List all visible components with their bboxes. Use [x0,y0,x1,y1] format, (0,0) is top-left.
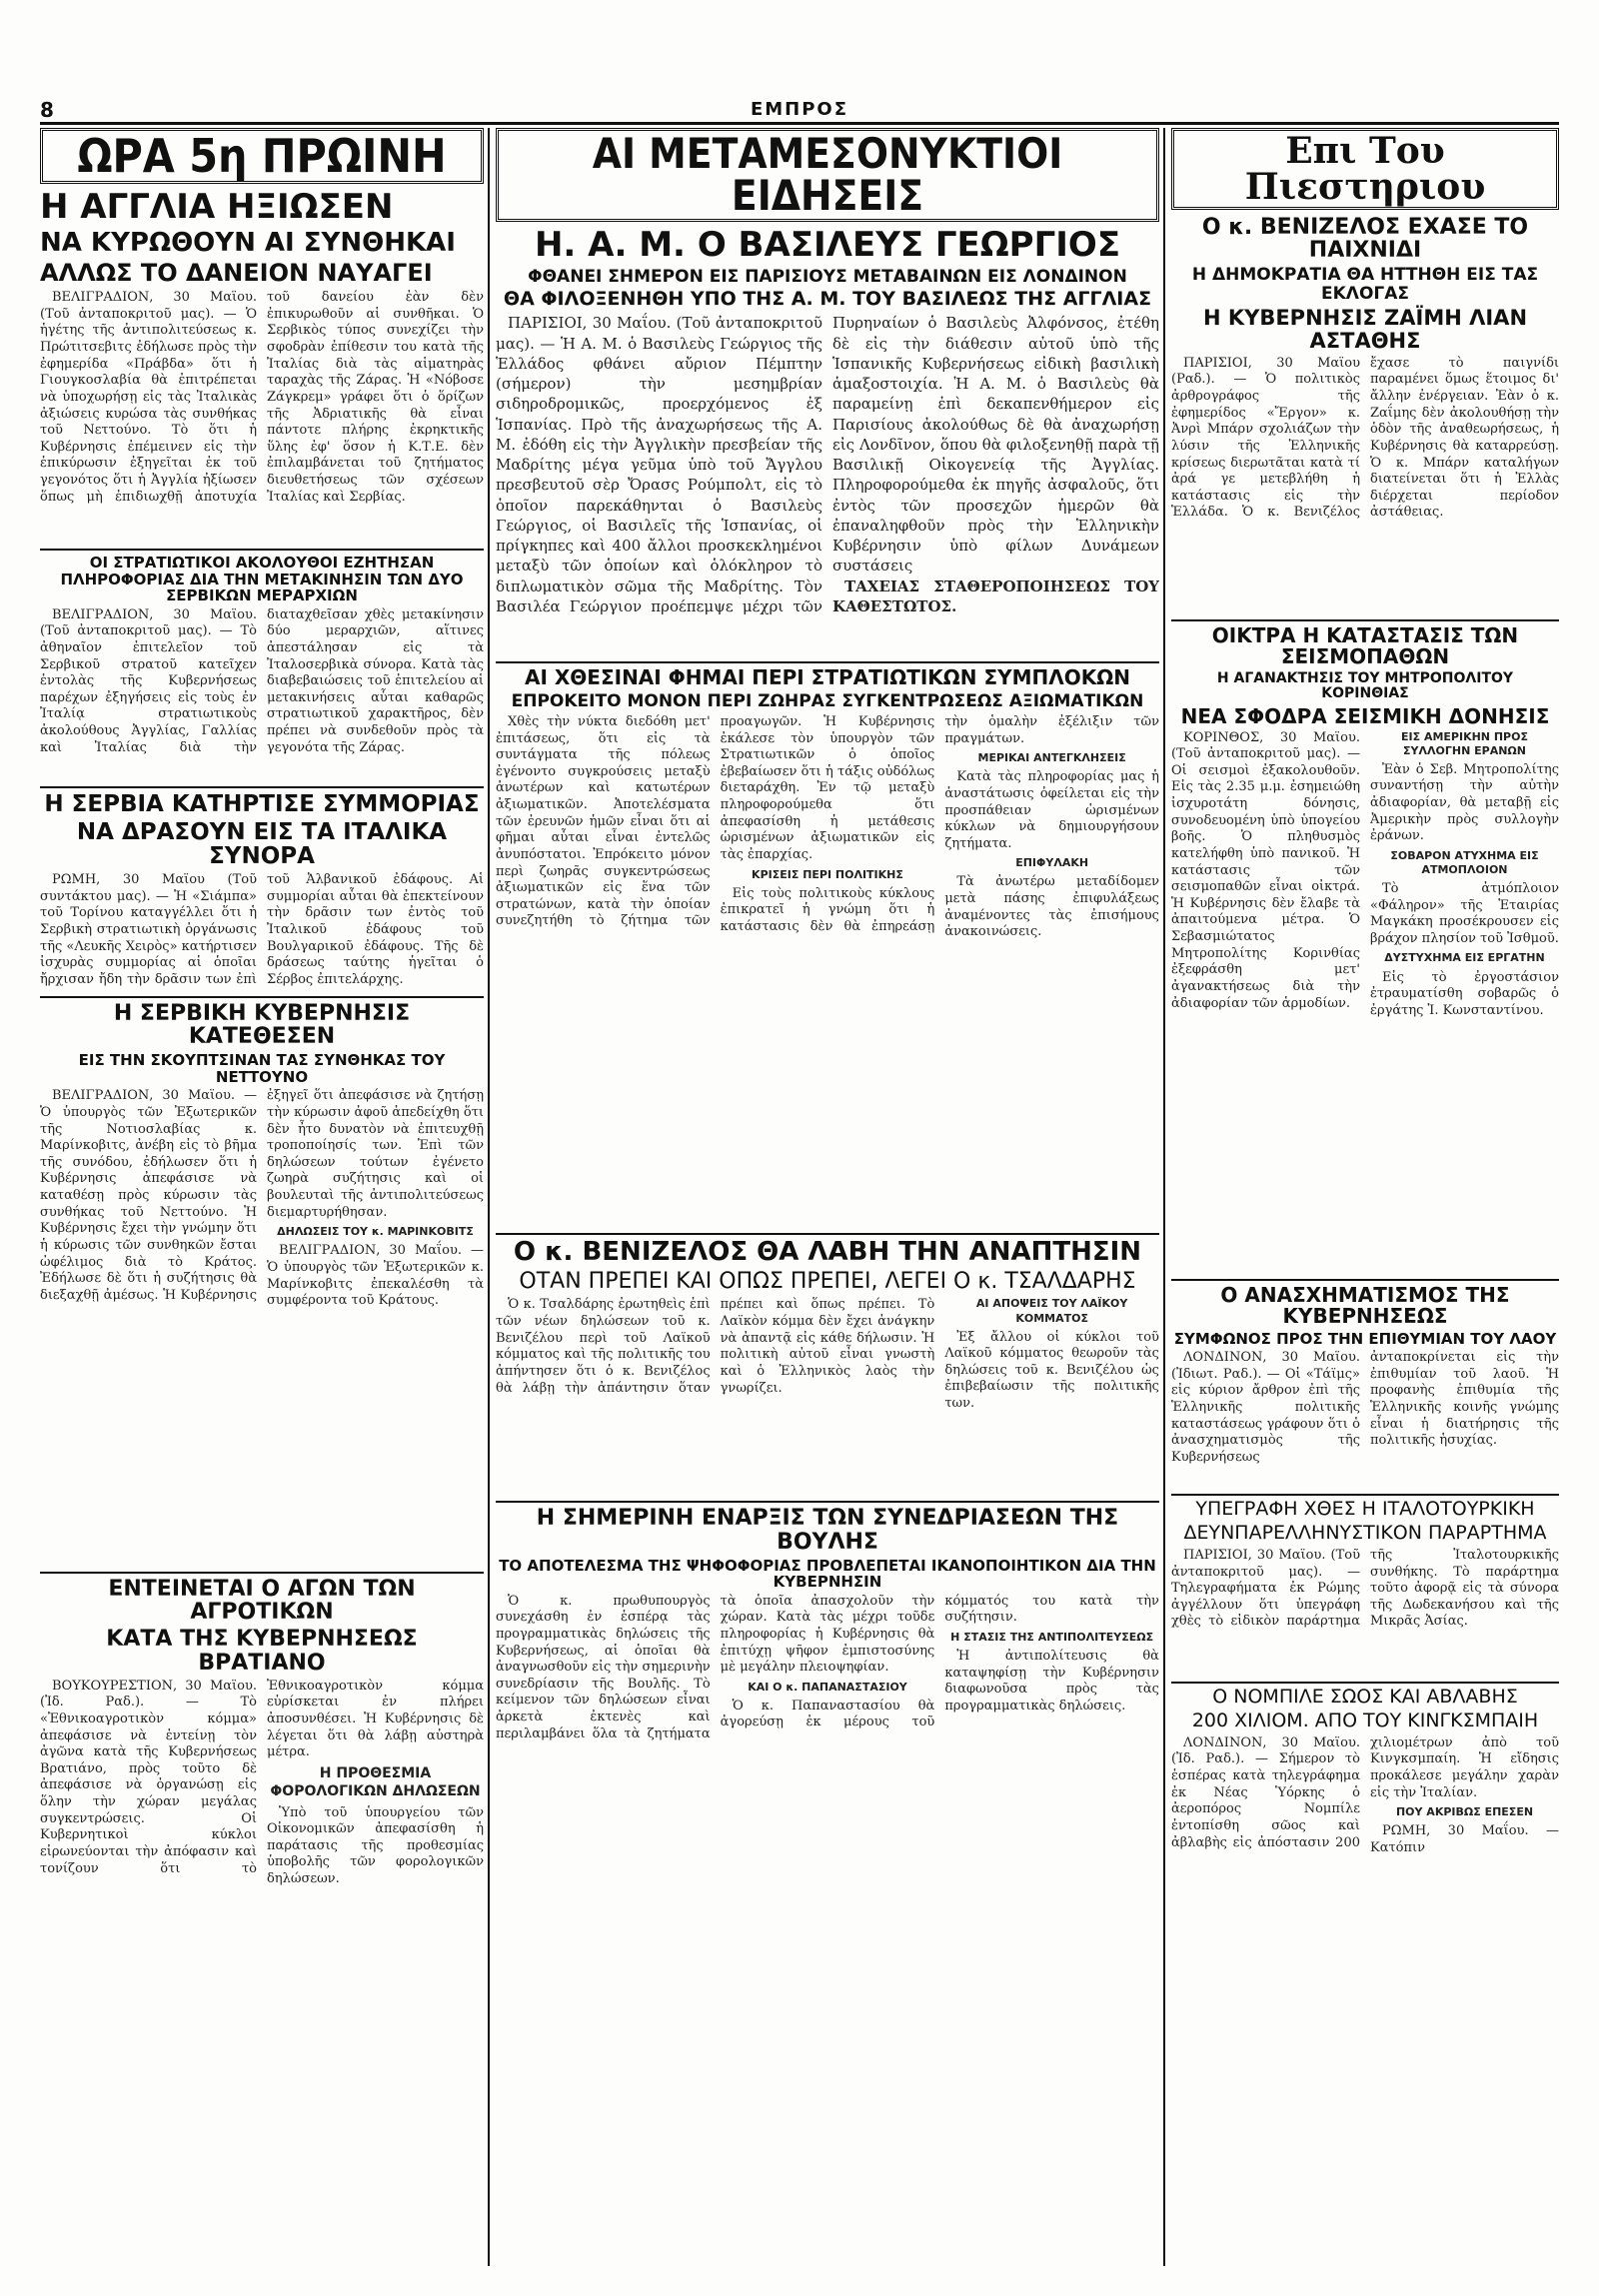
article-2-body [40,607,484,782]
headline-nobile-a: Ο ΝΟΜΠΙΛΕ ΣΩΟΣ ΚΑΙ ΑΒΛΑΒΗΣ [1212,1685,1518,1708]
italoturkish-body [1171,1548,1559,1678]
column-right [1171,128,1559,1895]
skirmishes-body [496,714,1159,1229]
venizelos-reply-body [496,1297,1159,1497]
venizelos-lost-text: ΠΑΡΙΣΙΟΙ, 30 Μαΐου (Ραδ.). — Ὁ πολιτικὸς ἀρθρογράφος τῆς ἐφημερίδος «Ἔργον» κ. Ἀνρὶ Μπάρν σχολιάζων τὴν λύσιν τῆς Ἑλληνικῆς κρίσεως διερωτᾶται κατὰ τί ἀρά γε μετεβλήθη ἡ κατάστασις εἰς τὴν Ἑλλάδα. Ὁ κ. Βενιζέλος ἔχασε τὸ παιγνίδι παραμένει ὅμως ἕτοιμος δι' ἄλλην ἐνέργειαν. Ἐὰν ὁ κ. Ζαΐμης δὲν ἀκολουθήσῃ τὴν ὁδὸν τῆς ἀναθεωρήσεως, ἡ Κυβέρνησις θὰ καταρρεύσῃ. Ὁ κ. Μπάρν καταλήγων διατείνεται ὅτι ἡ Ἑλλὰς διέρχεται περίοδον ἀστάθειας. [1171,355,1559,521]
subhead-earthquake-1: Η ΑΓΑΝΑΚΤΗΣΙΣ ΤΟΥ ΜΗΤΡΟΠΟΛΙΤΟΥ ΚΟΡΙΝΘΙΑΣ [1216,669,1514,702]
article-5-body [40,1679,484,2058]
section-box-stop-press: Επι Του Πιεστηριου [1171,128,1559,210]
headline-skirmishes: ΑΙ ΧΘΕΣΙΝΑΙ ΦΗΜΑΙ ΠΕΡΙ ΣΤΡΑΤΙΩΤΙΚΩΝ ΣΥΜΠΛΟΚΩΝ [525,665,1130,690]
lead-text: ΠΑΡΙΣΙΟΙ, 30 Μαΐου. (Τοῦ ἀνταποκριτοῦ μας). — Ἡ Α. Μ. ὁ Βασιλεὺς Γεώργιος τῆς Ἑλλάδος φθάνει αὔριον Πέμπτην (σήμερον) τὴν μεσημβρίαν σιδηροδρομικῶς, προερχόμενος ἐξ Ἱσπανίας. Πρὸ τῆς ἀναχωρήσεως τῆς Α. Μ. ἐδόθη εἰς τὴν Ἀγγλικὴν πρεσβείαν τῆς Μαδρίτης μέγα γεῦμα ὑπὸ τοῦ Ἄγγλου πρεσβευτοῦ σὲρ Ὄρασς Ρούμπολτ, εἰς τὸ ὁποῖον παρεκάθηνται ὁ Βασιλεὺς Γεώργιος, οἱ Βασιλεῖς τῆς Ἱσπανίας, οἱ πρίγκηπες καὶ 400 ἄλλοι προσκεκλημένοι μεταξὺ τῶν ὁποίων καὶ ὁλόκληρον τὸ διπλωματικὸν σῶμα τῆς Μαδρίτης. Τὸν Βασιλέα Γεώργιον προέπεμψε μέχρι τῶν Πυρηναίων ὁ Βασιλεὺς Ἀλφόνσος, ἐτέθη δὲ εἰς τὴν διάθεσιν αὐτοῦ ὑπὸ τῆς Ἱσπανικῆς Κυβερνήσεως εἰδικὴ βασιλικὴ ἁμαξοστοιχία. Ἡ Α. Μ. ὁ Βασιλεὺς θὰ παραμείνῃ ἐπὶ δεκαπενθήμερον εἰς Παρισίους ἀκολούθως δὲ θὰ ἀναχωρήσῃ εἰς Λονδῖνον, ὅπου θὰ φιλοξενηθῇ παρὰ τῇ Βασιλικῇ Οἰκογενείᾳ τῆς Ἀγγλίας. Πληροφορούμεθα ἐκ πηγῆς ἀσφαλοῦς, ὅτι ἐντὸς τῶν προσεχῶν ἡμερῶν θὰ ἐπαναληφθοῦν πρὸς τὴν Ἑλληνικὴν Κυβέρνησιν ὑπὸ φίλων Δυνάμεων συστάσεις [496,314,1159,615]
skirmishes-text: Χθὲς τὴν νύκτα διεδόθη μετ' ἐπιτάσεως, ὅτι εἰς τὰ συντάγματα τῆς πόλεως ἐγένοντο συγκρούσεις μεταξὺ ἀνωτέρων καὶ κατωτέρων ἀξιωματικῶν. Ἀποτελέσματα τῶν ἐρευνῶν ἡμῶν εἶναι ὅτι αἱ φῆμαι αὗται εἶναι ἐντελῶς ἀνυπόστατοι. Ἐπρόκειτο μόνον περὶ ζωηρᾶς συγκεντρώσεως ἀξιωματικῶν εἰς ἕνα τῶν στρατώνων, κατὰ τὴν ὁποίαν συνεζητήθη τὸ ζήτημα τῶν προαγωγῶν. Ἡ Κυβέρνησις ἐκάλεσε τὸν ὑπουργὸν τῶν Στρατιωτικῶν ὁ ὁποῖος ἐβεβαίωσεν ὅτι ἡ τάξις οὐδόλως διεταράχθη. Ἐν τῷ μεταξὺ πληροφορούμεθα ὅτι ἀπεφασίσθη ἡ μετάθεσις ὡρισμένων ἀξιωματικῶν εἰς τὰς ἐπαρχίας. [496,713,935,929]
venizelos-reply-inner-heading: ΑΙ ΑΠΟΨΕΙΣ ΤΟΥ ΛΑΪΚΟΥ ΚΟΜΜΑΤΟΣ [975,1297,1128,1325]
nobile-inner-heading: ΠΟΥ ΑΚΡΙΒΩΣ ΕΠΕΣΕΝ [1395,1805,1534,1819]
masthead [40,100,1559,125]
parliament-inner-text-2: Ἡ ἀντιπολίτευσις θὰ καταψηφίσῃ τὴν Κυβέρνησιν διαφωνοῦσα πρὸς τὰς προγραμματικὰς δηλώσεις. [944,1648,1159,1714]
article-2-text: ΒΕΛΙΓΡΑΔΙΟΝ, 30 Μαΐου. (Τοῦ ἀνταποκριτοῦ μας). — Τὸ ἀθηναῖον ἐπιτελεῖον τοῦ Σερβικοῦ στρατοῦ κατεῖχεν ἐντολὰς τῆς Κυβερνήσεως παρέχων ἐξηγήσεις εἰς τοὺς ἐν Ἰταλίᾳ στρατιωτικοὺς ἀκολούθους Ἀγγλίας, Γαλλίας καὶ Ἰταλίας διὰ τὴν διαταχθεῖσαν χθὲς μετακίνησιν δύο μεραρχιῶν, αἵτινες ἀπεστάλησαν εἰς τὰ Ἰταλοσερβικὰ σύνορα. Κατὰ τὰς διαβεβαιώσεις τοῦ ἐπιτελείου αἱ μετακινήσεις αὗται καθαρῶς στρατιωτικοῦ χαρακτῆρος, δὲν πρέπει νὰ συνδεθοῦν πρὸς τὰ γεγονότα τῆς Ζάρας. [40,606,484,755]
skirmishes-inner-heading-1: ΚΡΙΣΕΙΣ ΠΕΡΙ ΠΟΛΙΤΙΚΗΣ [752,867,903,881]
headline-reshuffle: Ο ΑΝΑΣΧΗΜΑΤΙΣΜΟΣ ΤΗΣ ΚΥΒΕΡΝΗΣΕΩΣ [1220,1282,1510,1328]
article-5-text: ΒΟΥΚΟΥΡΕΣΤΙΟΝ, 30 Μαΐου. (Ἰδ. Ραδ.). — Τὸ «Ἐθνικοαγροτικὸν κόμμα» ἀπεφάσισε νὰ ἐντείνῃ τὸν ἀγῶνα κατὰ τῆς Κυβερνήσεως Βρατιάνο, πρὸς τοῦτο δὲ ἀπεφάσισε νὰ ὀργανώσῃ εἰς ὅλην τὴν χώραν μεγάλας συγκεντρώσεις. Οἱ Κυβερνητικοὶ κύκλοι εἰρωνεύονται τὴν ἀπόφασιν καὶ τονίζουν ὅτι τὸ Ἐθνικοαγροτικὸν κόμμα εὑρίσκεται ἐν πλήρει ἀποσυνθέσει. Ἡ Κυβέρνησις δὲ λέγεται ὅτι θὰ λάβῃ αὐστηρὰ μέτρα. [40,1678,484,1876]
paper-name: ΕΜΠΡΟΣ [750,99,849,120]
headline-3a: Η ΣΕΡΒΙΑ ΚΑΤΗΡΤΙΣΕ ΣΥΜΜΟΡΙΑΣ [44,790,480,817]
article-3-text: ΡΩΜΗ, 30 Μαΐου (Τοῦ συντάκτου μας). — Ἡ «Σιάμπα» τοῦ Τορίνου καταγγέλλει ὅτι ἡ Σερβικὴ στρατιωτικὴ ὀργάνωσις τῆς «Λευκῆς Χειρὸς» κατήρτισεν ἰσχυρὰς συμμορίας αἱ ὁποῖαι ἤρχισαν ἤδη τὴν δρᾶσιν των ἐπὶ τοῦ Ἀλβανικοῦ ἐδάφους. Αἱ συμμορίαι αὗται θὰ ἐπεκτείνουν τὴν δρᾶσιν των ἐντὸς τοῦ Ἰταλικοῦ ἐδάφους τοῦ Βουλγαρικοῦ ἐδάφους. Τῆς δὲ δράσεως ταύτης ἡγεῖται ὁ Σέρβος ἐπιτελάρχης. [40,872,484,987]
headline-venizelos-reply: Ο κ. ΒΕΝΙΖΕΛΟΣ ΘΑ ΛΑΒΗ ΤΗΝ ΑΝΑΠΤΗΣΙΝ [513,1236,1142,1267]
lead-closing: ΤΑΧΕΙΑΣ ΣΤΑΘΕΡΟΠΟΙΗΣΕΩΣ ΤΟΥ ΚΑΘΕΣΤΩΤΟΣ. [832,576,1159,615]
earthquake-inner-heading-1: ΕΙΣ ΑΜΕΡΙΚΗΝ ΠΡΟΣ ΣΥΛΛΟΓΗΝ ΕΡΑΝΩΝ [1401,729,1528,757]
earthquake-inner-text-3: Εἰς τὸ ἐργοστάσιον ἐτραυματίσθη σοβαρῶς ὁ ἐργάτης Ἰ. Κωνσταντίνου. [1370,969,1559,1018]
skirmishes-inner-text-1: Εἰς τοὺς πολιτικοὺς κύκλους ἐπικρατεῖ ἡ γνώμη ὅτι ἡ κατάστασις δὲν θὰ ἐπηρεάσῃ τὴν ὁμαλὴν ἐξέλιξιν τῶν πραγμάτων. [720,713,1159,934]
lead-body [496,313,1159,657]
reshuffle-body [1171,1350,1559,1490]
parliament-text: Ὁ κ. πρωθυπουργὸς συνεχάσθη ἐν ἑσπέρᾳ τὰς προγραμματικὰς δηλώσεις τῆς Κυβερνήσεως, αἱ ὁποῖαι θὰ ἀναγνωσθοῦν εἰς τὴν σημερινὴν συνεδρίασιν τῆς Βουλῆς. Τὸ κείμενον τῶν δηλώσεων εἶναι ἀρκετὰ ἐκτενὲς καὶ περιλαμβάνει ὅλα τὰ ζητήματα τὰ ὁποῖα ἀπασχολοῦν τὴν χώραν. Κατὰ τὰς μέχρι τοῦδε πληροφορίας ἡ Κυβέρνησις θὰ ἐπιτύχῃ ψῆφον ἐμπιστοσύνης μὲ μεγάλην πλειοψηφίαν. [496,1593,935,1741]
earthquake-inner-text-2: Τὸ ἀτμόπλοιον «Φάληρον» τῆς Ἑταιρίας Μαγκάκη προσέκρουσεν εἰς βράχον πλησίον τοῦ Ἰσθμοῦ. [1370,880,1559,946]
earthquake-inner-heading-3: ΔΥΣΤΥΧΗΜΑ ΕΙΣ ΕΡΓΑΤΗΝ [1384,951,1545,965]
lead-headline: Η. Α. Μ. Ο ΒΑΣΙΛΕΥΣ ΓΕΩΡΓΙΟΣ [534,225,1121,265]
subhead-4: ΕΙΣ ΤΗΝ ΣΚΟΥΠΤΣΙΝΑΝ ΤΑΣ ΣΥΝΘΗΚΑΣ ΤΟΥ ΝΕΤΤΟΥΝΟ [78,1051,446,1086]
column-divider [1163,128,1165,2266]
lead-subhead-1: ΦΘΑΝΕΙ ΣΗΜΕΡΟΝ ΕΙΣ ΠΑΡΙΣΙΟΥΣ ΜΕΤΑΒΑΙΝΩΝ ΕΙΣ ΛΟΝΔΙΝΟΝ [528,266,1127,287]
article-1-body [40,290,484,545]
headline-parliament: Η ΣΗΜΕΡΙΝΗ ΕΝΑΡΞΙΣ ΤΩΝ ΣΥΝΕΔΡΙΑΣΕΩΝ ΤΗΣ ΒΟΥΛΗΣ [536,1506,1119,1555]
headline-5a: ΕΝΤΕΙΝΕΤΑΙ Ο ΑΓΩΝ ΤΩΝ ΑΓΡΟΤΙΚΩΝ [108,1577,416,1626]
article-5-subhead: Η ΠΡΟΘΕΣΜΙΑ ΦΟΡΟΛΟΓΙΚΩΝ ΔΗΛΩΣΕΩΝ [270,1764,481,1799]
reshuffle-text: ΛΟΝΔΙΝΟΝ, 30 Μαΐου. (Ἰδιωτ. Ραδ.). — Οἱ «Τάϊμς» εἰς κύριον ἄρθρον ἐπὶ τῆς Ἑλληνικῆς πολιτικῆς καταστάσεως γράφουν ὅτι ὁ ἀνασχηματισμὸς τῆς Κυβερνήσεως ἀνταποκρίνεται εἰς τὴν ἐπιθυμίαν τοῦ λαοῦ. Ἡ προφανὴς ἐπιθυμία τῆς Ἑλληνικῆς κοινῆς γνώμης εἶναι ἡ διατήρησις τῆς πολιτικῆς ἡσυχίας. [1171,1350,1559,1465]
article-4-body [40,1088,484,1568]
parliament-inner-text-1: Ὁ κ. Παπαναστασίου θὰ ἀγορεύσῃ ἐκ μέρους τοῦ κόμματός του κατὰ τὴν συζήτησιν. [720,1593,1159,1730]
skirmishes-inner-text-3: Τὰ ἀνωτέρω μεταδίδομεν μετὰ πάσης ἐπιφυλάξεως ἀναμένοντες τὰς ἐπισήμους ἀνακοινώσεις. [944,874,1159,940]
headline-earthquake: ΟΙΚΤΡΑ Η ΚΑΤΑΣΤΑΣΙΣ ΤΩΝ ΣΕΙΣΜΟΠΑΘΩΝ [1211,622,1519,668]
earthquake-text: ΚΟΡΙΝΘΟΣ, 30 Μαΐου. (Τοῦ ἀνταποκριτοῦ μας). — Οἱ σεισμοὶ ἐξακολουθοῦν. Εἰς τὰς 2.35 μ.μ. ἐσημειώθη ἰσχυροτάτη δόνησις, συνοδευομένη ὑπὸ ὑπογείου βοῆς. Ὁ πληθυσμὸς κατελήφθη ὑπὸ πανικοῦ. Ἡ κατάστασις τῶν σεισμοπαθῶν εἶναι οἰκτρά. Ἡ Κυβέρνησις δὲν ἔλαβε τὰ ἀπαιτούμενα μέτρα. Ὁ Σεβασμιώτατος Μητροπολίτης Κορινθίας ἐξεφράσθη μετ' ἀγανακτήσεως διὰ τὴν ἀδιαφορίαν τῶν ἁρμοδίων. [1171,729,1360,1011]
venizelos-reply-inner-text: Ἐξ ἄλλου οἱ κύκλοι τοῦ Λαϊκοῦ κόμματος θεωροῦν τὰς δηλώσεις τοῦ κ. Βενιζέλου ὡς ἐπιβεβαίωσιν τῆς πολιτικῆς των. [944,1329,1159,1412]
skirmishes-inner-text-2: Κατὰ τὰς πληροφορίας μας ἡ ἀναστάτωσις ὀφείλεται εἰς τὴν προσπάθειαν ὡρισμένων κύκλων νὰ δημιουργήσουν ζητήματα. [944,769,1159,851]
subhead-reshuffle: ΣΥΜΦΩΝΟΣ ΠΡΟΣ ΤΗΝ ΕΠΙΘΥΜΙΑΝ ΤΟΥ ΛΑΟΥ [1173,1329,1557,1348]
subhead-venizelos-lost-2: Η ΚΥΒΕΡΝΗΣΙΣ ΖΑΪΜΗ ΛΙΑΝ ΑΣΤΑΘΗΣ [1202,305,1528,353]
parliament-body [496,1594,1159,2023]
venizelos-lost-body [1171,356,1559,615]
article-4-subhead: ΔΗΛΩΣΕΙΣ ΤΟΥ κ. ΜΑΡΙΝΚΟΒΙΤΣ [277,1225,474,1239]
parliament-inner-heading-1: ΚΑΙ Ο κ. ΠΑΠΑΝΑΣΤΑΣΙΟΥ [748,1680,907,1694]
headline-1a: Η ΑΓΓΛΙΑ ΗΞΙΩΣΕΝ [40,187,394,227]
headline-nobile-b: 200 ΧΙΛΙΟΜ. ΑΠΟ ΤΟΥ ΚΙΝΓΚΣΜΠΑΙΗ [1191,1709,1539,1731]
article-4-text: ΒΕΛΙΓΡΑΔΙΟΝ, 30 Μαΐου. — Ὁ ὑπουργὸς τῶν Ἐξωτερικῶν τῆς Νοτιοσλαβίας κ. Μαρίνκοβιτς, ἀνέβη εἰς τὸ βῆμα τῆς συνόδου, ἐδήλωσεν ὅτι ἡ Κυβέρνησις ἀπεφάσισε νὰ καταθέσῃ πρὸς κύρωσιν τὰς συνθήκας τοῦ Νεττούνο. Ἡ Κυβέρνησις ἔχει τὴν γνώμην ὅτι ἡ κύρωσις τῶν συνθηκῶν ἔσται ὠφέλιμος διὰ τὸ Κράτος. Ἐδήλωσε δὲ ὅτι ἡ συζήτησις θὰ διεξαχθῇ ἀμέσως. Ἡ Κυβέρνησις ἐξηγεῖ ὅτι ἀπεφάσισε νὰ ζητήσῃ τὴν κύρωσιν ἀφοῦ ἀπεδείχθη ὅτι δὲν ἦτο δυνατὸν νὰ ἐπιτευχθῇ τροποποίησίς των. Ἐπὶ τῶν δηλώσεων τούτων ἐγένετο ζωηρὰ συζήτησις καὶ οἱ βουλευταὶ τῆς ἀντιπολιτεύσεως διεμαρτυρήθησαν. [40,1088,484,1303]
headline-italoturkish-b: ΔΕΥΝΠΑΡΕΛΛΗΝΥΣΤΙΚΟΝ ΠΑΡΑΡΤΗΜΑ [1183,1521,1547,1544]
article-5-subtext: Ὑπὸ τοῦ ὑπουργείου τῶν Οἰκονομικῶν ἀπεφασίσθη ἡ παράτασις τῆς προθεσμίας ὑποβολῆς τῶν φορολογικῶν δηλώσεων. [267,1804,484,1887]
nobile-inner-text: ΡΩΜΗ, 30 Μαΐου. — Κατόπιν [1370,1823,1559,1855]
column-left [40,128,484,2058]
earthquake-inner-text-1: Ἐὰν ὁ Σεβ. Μητροπολίτης συναντήσῃ τὴν αὐτὴν ἀδιαφορίαν, θὰ μεταβῇ εἰς Ἀμερικὴν πρὸς συλλογὴν ἐράνων. [1370,761,1559,844]
headline-4: Η ΣΕΡΒΙΚΗ ΚΥΒΕΡΝΗΣΙΣ ΚΑΤΕΘΕΣΕΝ [113,1001,411,1050]
subhead-venizelos-lost-1: Η ΔΗΜΟΚΡΑΤΙΑ ΘΑ ΗΤΤΗΘΗ ΕΙΣ ΤΑΣ ΕΚΛΟΓΑΣ [1191,265,1539,304]
column-divider [488,128,490,2266]
article-3-body [40,872,484,992]
headline-venizelos-lost: Ο κ. ΒΕΝΙΖΕΛΟΣ ΕΧΑΣΕ ΤΟ ΠΑΙΧΝΙΔΙ [1201,215,1529,264]
article-4-subtext: ΒΕΛΙΓΡΑΔΙΟΝ, 30 Μαΐου. — Ὁ ὑπουργὸς τῶν Ἐξωτερικῶν κ. Μαρίνκοβιτς ἐπεκαλέσθη τὰ συμφέροντα τοῦ Κράτους. [267,1243,484,1309]
subhead-earthquake-2: ΝΕΑ ΣΦΟΔΡΑ ΣΕΙΣΜΙΚΗ ΔΟΝΗΣΙΣ [1180,703,1550,728]
subhead-parliament: ΤΟ ΑΠΟΤΕΛΕΣΜΑ ΤΗΣ ΨΗΦΟΦΟΡΙΑΣ ΠΡΟΒΛΕΠΕΤΑΙ ΙΚΑΝΟΠΟΙΗΤΙΚΟΝ ΔΙΑ ΤΗΝ ΚΥΒΕΡΝΗΣΙΝ [499,1556,1156,1592]
article-1-text: ΒΕΛΙΓΡΑΔΙΟΝ, 30 Μαΐου. (Τοῦ ἀνταποκριτοῦ μας). — Ὁ ἡγέτης τῆς ἀντιπολιτεύσεως κ. Πρώτιτσεβιτς ἐδήλωσε πρὸς τὴν ἐφημερίδα «Πράβδα» ὅτι ἡ Γιουγκοσλαβία θὰ ἐπιτρέπεται νὰ ὑποχωρήσῃ εἰς τὰς Ἰταλικὰς ἀξιώσεις κυρώσα τὰς συνθήκας τοῦ Νεττούνο. Τὸ ὅτι ἡ Κυβέρνησις ἐπέμεινεν εἰς τὴν ἐπικύρωσιν ἐξηγεῖται ἐκ τοῦ γεγονότος ὅτι ἡ Ἀγγλία ἠξίωσεν ὅπως μὴ ἐπιδιωχθῇ ἀποτυχία τοῦ δανείου ἐὰν δὲν ἐπικυρωθοῦν αἱ συνθῆκαι. Ὁ Σερβικὸς τύπος συνεχίζει τὴν σφοδρὰν ἐπίθεσιν του κατὰ τῆς Ἰταλίας διὰ τὰς αἱματηρὰς ταραχὰς τῆς Ζάρας. Ἡ «Νόβοσε Ζάγκρεμ» γράφει ὅτι ὁ ὅρίζων τῆς Ἀδριατικῆς θὰ εἶναι πάντοτε πλήρης ἐκρηκτικῆς ὕλης ἐφ' ὅσον ἡ Κ.Τ.Ε. δὲν ἐπιλαμβάνεται τοῦ ζητήματος διευθετήσεως τῶν σχέσεων Ἰταλίας καὶ Σερβίας. [40,290,484,505]
page-number: 8 [40,98,54,122]
headline-5b: ΚΑΤΑ ΤΗΣ ΚΥΒΕΡΝΗΣΕΩΣ ΒΡΑΤΙΑΝΟ [106,1627,418,1676]
subhead-skirmishes: ΕΠΡΟΚΕΙΤΟ ΜΟΝΟΝ ΠΕΡΙ ΖΩΗΡΑΣ ΣΥΓΚΕΝΤΡΩΣΕΩΣ ΑΞΙΩΜΑΤΙΚΩΝ [511,691,1144,712]
skirmishes-inner-heading-3: ΕΠΙΦΥΛΑΚΗ [1015,856,1089,870]
earthquake-inner-heading-2: ΣΟΒΑΡΟΝ ΑΤΥΧΗΜΑ ΕΙΣ ΑΤΜΟΠΛΟΙΟΝ [1390,848,1539,876]
venizelos-reply-text: Ὁ κ. Τσαλδάρης ἐρωτηθεὶς ἐπὶ τῶν νέων δηλώσεων τοῦ κ. Βενιζέλου περὶ τοῦ Λαϊκοῦ κόμματος καὶ τῆς πολιτικῆς του ἀπήντησεν ὅτι ὁ κ. Βενιζέλος θὰ λάβῃ τὴν ἀπάντησιν ὅταν πρέπει καὶ ὅπως πρέπει. Τὸ Λαϊκὸν κόμμα δὲν ἔχει ἀνάγκην νὰ ἀπαντᾷ εἰς κάθε δήλωσιν. Ἡ πολιτικὴ αὐτοῦ εἶναι γνωστὴ καὶ ὁ Ἑλληνικὸς λαὸς τὴν γνωρίζει. [496,1297,935,1396]
headline-3b: ΝΑ ΔΡΑΣΟΥΝ ΕΙΣ ΤΑ ΙΤΑΛΙΚΑ ΣΥΝΟΡΑ [76,818,448,869]
italoturkish-text: ΠΑΡΙΣΙΟΙ, 30 Μαΐου. (Τοῦ ἀνταποκριτοῦ μας). — Τηλεγραφήματα ἐκ Ρώμης ἀγγέλλουν ὅτι ὑπεγράφη χθὲς τὸ εἰδικὸν παράρτημα τῆς Ἰταλοτουρκικῆς συνθήκης. Τὸ παράρτημα τοῦτο ἀφορᾷ εἰς τὰ σύνορα τῆς Δωδεκανήσου καὶ τῆς Μικρᾶς Ἀσίας. [1171,1547,1559,1630]
parliament-inner-heading-2: Η ΣΤΑΣΙΣ ΤΗΣ ΑΝΤΙΠΟΛΙΤΕΥΣΕΩΣ [950,1630,1154,1644]
section-box-5am: ΩΡΑ 5η ΠΡΩΙΝΗ [40,128,484,184]
headline-1c: ΑΛΛΩΣ ΤΟ ΔΑΝΕΙΟΝ ΝΑΥΑΓΕΙ [40,258,433,287]
nobile-body [1171,1735,1559,1895]
section-box-late-news: ΑΙ ΜΕΤΑΜΕΣΟΝΥΚΤΙΟΙ ΕΙΔΗΣΕΙΣ [496,128,1159,222]
nobile-text: ΛΟΝΔΙΝΟΝ, 30 Μαΐου. (Ἰδ. Ραδ.). — Σήμερον τὸ ἑσπέρας κατὰ τηλεγράφημα ἐκ Νέας Ὑόρκης ὁ ἀεροπόρος Νομπίλε ἐντοπίσθη σῶος καὶ ἀβλαβὴς εἰς ἀπόστασιν 200 χιλιομέτρων ἀπὸ τοῦ Κινγκσμπαίη. Ἡ εἴδησις προκάλεσε μεγάλην χαρὰν εἰς τὴν Ἰταλίαν. [1171,1734,1559,1850]
headline-2: ΟΙ ΣΤΡΑΤΙΩΤΙΚΟΙ ΑΚΟΛΟΥΘΟΙ ΕΖΗΤΗΣΑΝ ΠΛΗΡΟΦΟΡΙΑΣ ΔΙΑ ΤΗΝ ΜΕΤΑΚΙΝΗΣΙΝ ΤΩΝ ΔΥΟ ΣΕΡΒΙΚΩΝ ΜΕΡΑΡΧΙΩΝ [60,554,464,605]
skirmishes-inner-heading-2: ΜΕΡΙΚΑΙ ΑΝΤΕΓΚΛΗΣΕΙΣ [977,751,1126,765]
headline-italoturkish-a: ΥΠΕΓΡΑΦΗ ΧΘΕΣ Η ΙΤΑΛΟΤΟΥΡΚΙΚΗ [1195,1498,1535,1521]
column-center [496,128,1159,2023]
headline-1b: ΝΑ ΚΥΡΩΘΟΥΝ ΑΙ ΣΥΝΘΗΚΑΙ [40,227,456,258]
earthquake-body [1171,730,1559,1275]
lead-subhead-2: ΘΑ ΦΙΛΟΞΕΝΗΘΗ ΥΠΟ ΤΗΣ Α. Μ. ΤΟΥ ΒΑΣΙΛΕΩΣ ΤΗΣ ΑΓΓΛΙΑΣ [503,288,1152,311]
subhead-venizelos-reply: ΟΤΑΝ ΠΡΕΠΕΙ ΚΑΙ ΟΠΩΣ ΠΡΕΠΕΙ, ΛΕΓΕΙ Ο κ. ΤΣΑΛΔΑΡΗΣ [519,1269,1136,1295]
